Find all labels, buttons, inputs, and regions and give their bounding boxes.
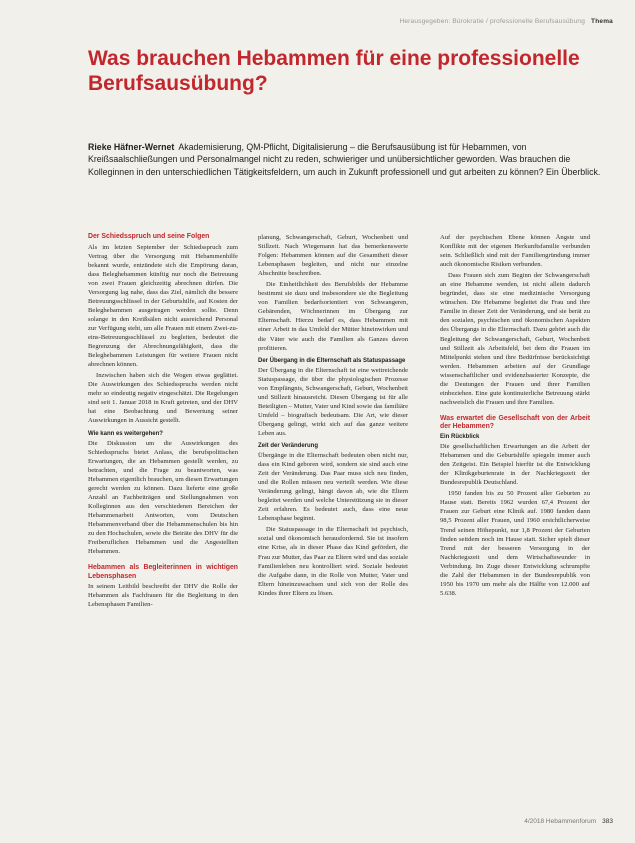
paragraph: Inzwischen haben sich die Wogen etwas geglättet. Die Auswirkungen des Schiedsspruchs werden nicht mehr so eindeutig negativ eingeschätzt. Die Regelungen sind seit 1. Januar 2018 in Kraft getreten, und der DHV hat eine Beobachtung und Bewertung seiner Auswirkungen in Aussicht gestellt.	[88, 372, 238, 425]
section-heading: Was erwartet die Gesellschaft von der Arbeit der Hebammen?	[440, 414, 590, 431]
paragraph: Auf der psychischen Ebene können Ängste und Konflikte mit der eigenen Herkunftsfamilie verbunden sein. Schließlich sind mit der Familiengründung immer auch ökonomische Risiken verbunden.	[440, 234, 590, 269]
paragraph: planung, Schwangerschaft, Geburt, Wochenbett und Stillzeit. Nach Wiegemann hat das bemerkenswerte Folgen: Hebammen können auf die Gesamtheit dieser Lebensphasen begleiten, und nicht nur einzelne Abschnitte beschreiben.	[258, 234, 408, 278]
section-heading: Der Schiedsspruch und seine Folgen	[88, 233, 210, 240]
running-header-label: Thema	[591, 18, 613, 25]
paragraph: Die Diskussion um die Auswirkungen des Schiedsspruchs bietet Anlass, die berufspolitischen Erwartungen, die an Hebammen gestellt werden, zu betrachten, und die Frage zu beantworten, was Hebammen eigentlich brauchen, um diesen Erwartungen gerecht werden zu können. Dazu lieferte eine große Anzahl an Fachbeiträgen und Stellungnahmen von Kolleginnen aus den verschiedenen Bereichen der Hebammenarbeit Antworten, vom Deutschen Hebammenverband über die Hebammenschulen bis hin zu den Hochschulen, sowie die Beiräte des DHV für die Freiberuflichen Hebammen und die Angestellten Hebammen.	[88, 439, 238, 556]
running-header	[399, 18, 613, 25]
paragraph: Der Übergang in die Elternschaft ist eine weitreichende Statuspassage, die über die physiologischen Prozesse von Empfängnis, Schwangerschaft, Geburt, Wochenbett und Stillzeit hinausreicht. Diesen Übergang ist für alle Beteiligten – Mutter, Vater und Kind sowie das familiäre Umfeld – biografisch bedeutsam. Die Art, wie dieser Übergang gelingt, wirkt sich auf das ganze weitere Leben aus.	[258, 366, 408, 437]
paragraph: Die gesellschaftlichen Erwartungen an die Arbeit der Hebammen und die Geburtshilfe spiegeln immer auch den Zeitgeist. Ein Beispiel hierfür ist die Entwicklung der Klinikgeburtenrate in der Nachkriegszeit der Bundesrepublik Deutschland.	[440, 443, 590, 487]
article-title: Was brauchen Hebammen für eine professionelle Berufsausübung?	[88, 47, 580, 95]
text-column-3	[440, 233, 590, 600]
paragraph: 1950 fanden bis zu 50 Prozent aller Geburten zu Hause statt. Bereits 1962 wurden 67,4 Prozent der Frauen zur Geburt eine Klinik auf. 1980 fanden dann 98,5 Prozent aller Frauen, und 1960 ersichtlicherweise Trend seinen Höhepunkt, nur 1,8 Prozent der Geburten finden seitdem noch im Hause statt. Sicher spielt dieser Trend mit der besseren Versorgung in der Nachkriegszeit und dem Wirtschaftswunder in Verbindung. Im Zuge dieser Entwicklung schrumpfte die Zahl der Hebammen in der Bundesrepublik von 1950 bis 1970 um mehr als die Hälfte von 12.000 auf 5.638.	[440, 490, 590, 597]
page-footer	[524, 818, 613, 825]
running-header-section: Herausgegeben: Bürokratie / professionelle Berufsausübung	[399, 18, 586, 25]
paragraph: Die Einheitlichkeit des Berufsbilds der Hebamme bestimmt sie dazu und insbesondere sie die Begleitung von Familien bedarfsorientiert von Schwangeren, Gebärenden, Wöchnerinnen im Übergang zur Elternschaft. Hierzu bedarf es, dass Hebammen mit einer Arbeit in das Umfeld der Mütter hineinwirken und die Väter wie auch die Familien als Ganzes davon profitieren.	[258, 281, 408, 352]
subheading: Ein Rückblick	[440, 434, 480, 441]
paragraph: In seinem Leitbild beschreibt der DHV die Rolle der Hebammen als Fachfrauen für die Begleitung in den Lebensphasen Familien-	[88, 583, 238, 609]
author-name: Rieke Häfner-Wernet	[88, 142, 175, 152]
text-column-1	[88, 233, 238, 611]
paragraph: Als im letzten September der Schiedsspruch zum Vertrag über die Versorgung mit Hebammenhilfe bekannt wurde, entzündete sich die Empörung daran, dass Beleghebammen künftig nur noch die Betreuung von zwei Frauen gleichzeitig abrechnen dürfen. Die Versorgung lag nahe, dass das Ziel, nämlich die bessere Betreuungsschlüssel in der Geburtshilfe, auf Kosten der Beleghebammen ausgetragen werden sollte. Denn solange in den Kreißsälen nicht ausreichend Personal zur Verfügung steht, um alle Frauen mit einem Zwei-zu-eins-Betreuungsschlüssel zu begleiten, bedeutet die Begrenzung der Abrechnungsfähigkeit, dass die Beleghebammen Leistungen für weitere Frauen nicht abrechnen können.	[88, 243, 238, 369]
paragraph: Übergänge in die Elternschaft bedeuten oben nicht nur, dass ein Kind geboren wird, sondern sie sind auch eine Zeit der Veränderung. Das Paar muss sich neu finden, und die Rollen müssen neu verteilt werden. Wie diese Veränderung gelingt, hängt davon ab, wie die Eltern begleitet werden und welche Unterstützung sie in dieser Zeit erfahren. Es bedeutet auch, dass eine neue Lebensphase beginnt.	[258, 451, 408, 523]
footer-issue: 4/2018 Hebammenforum	[524, 818, 597, 825]
section-heading: Hebammen als Begleiterinnen in wichtigen Lebensphasen	[88, 564, 238, 580]
text-column-2	[258, 233, 408, 600]
subheading: Der Übergang in die Elternschaft als Statuspassage	[258, 357, 406, 364]
paragraph: Die Statuspassage in die Elternschaft ist psychisch, sozial und ökonomisch herausfordernd. Sie ist insofern eine Krise, als in dieser Phase das Kind gefördert, die Frau zur Mutter, das Paar zu Eltern wird und das soziale Familienleben neu kontrolliert wird. Soziale bedeutet die Aufgabe dann, in die Rolle von Mutter, Vater und Eltern hineinzuwachsen und sich von der Rolle des Kindes ihrer Eltern zu lösen.	[258, 526, 408, 597]
subheading: Zeit der Veränderung	[258, 442, 319, 449]
page-number: 383	[602, 818, 613, 825]
lead-text: Akademisierung, QM-Pflicht, Digitalisierung – die Berufsausübung ist für Hebammen, von Kreißsaalschließungen und Personalmangel nicht zu reden, schwieriger und unübersichtlicher geworden. Was brauchen die Kolleginnen in den unterschiedlichen Tätigkeitsfeldern, um auch in Zukunft professionell und gut arbeiten zu können? Ein Überblick.	[88, 142, 601, 177]
subheading: Wie kann es weitergehen?	[88, 430, 163, 437]
paragraph: Dass Frauen sich zum Beginn der Schwangerschaft an eine Hebamme wenden, ist nicht allein dadurch begründet, dass sie eine medizinische Versorgung wünschen. Die Hebamme begleitet die Frau und ihre Familie in dieser Zeit der Veränderung, und sie berät zu den sozialen, psychischen und ökonomischen Aspekten des Übergangs in die Elternschaft. Dazu gehört auch die Begleitung der Schwangerschaft, Geburt, Wochenbett und Stillzeit als Arbeitsfeld, bei dem die Frauen im Mittelpunkt stehen und ihre Bedürfnisse berücksichtigt werden. Hebammen arbeiten auf der Grundlage wissenschaftlicher und evidenzbasierter Konzepte, die die Deutungen der Frauen und ihrer Familien einbeziehen. Eine gute kontinuierliche Betreuung stärkt nachweislich die Frauen und ihre Familien.	[440, 272, 590, 406]
article-lead	[88, 141, 613, 178]
